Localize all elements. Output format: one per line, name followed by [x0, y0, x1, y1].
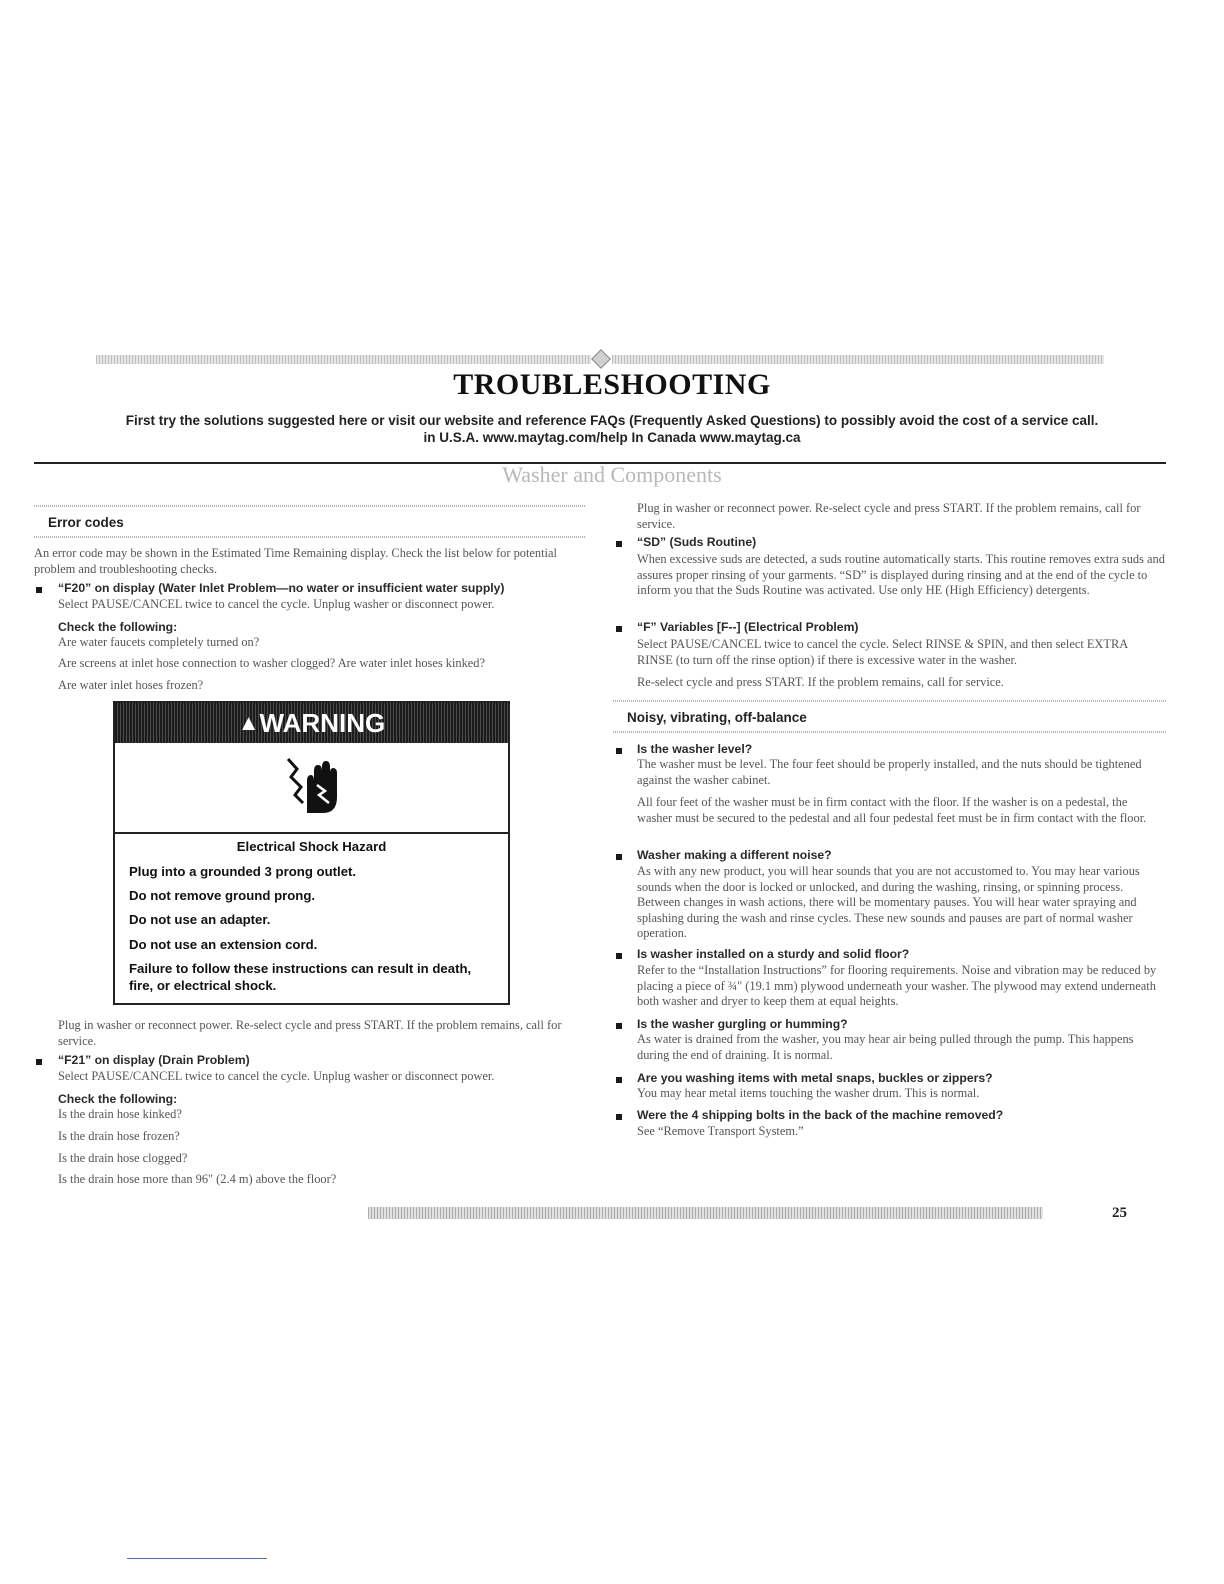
warning-line-2: Do not remove ground prong.	[129, 888, 316, 903]
f20-text: Select PAUSE/CANCEL twice to cancel the cycle. Unplug washer or disconnect power.	[58, 597, 495, 611]
noisy-item-2-text: As with any new product, you will hear sounds that you are not accustomed to. You may hear various sounds when the door is locked or unlocked, and during the washing, rinsing, or spinning process. Between changes in wash actions, there will be momentary pauses. You will hear water spraying and splashing during the wash and rinse cycles. These new sounds and pauses are part of normal washer operation.	[637, 864, 1140, 940]
noisy-item-5-text: You may hear metal items touching the washer drum. This is normal.	[637, 1086, 980, 1100]
f21-check-1: Is the drain hose kinked?	[58, 1107, 182, 1121]
f20-check-3: Are water inlet hoses frozen?	[58, 678, 204, 692]
bullet-noisy-5	[616, 1077, 622, 1083]
f20-check-2: Are screens at inlet hose connection to washer clogged? Are water inlet hoses kinked?	[58, 656, 485, 670]
noisy-item-3-title: Is washer installed on a sturdy and solid floor?	[637, 947, 910, 961]
warning-triangle-icon: ▲	[237, 710, 260, 735]
noisy-item-6-title: Were the 4 shipping bolts in the back of the machine removed?	[637, 1108, 1004, 1122]
page-title: TROUBLESHOOTING	[453, 368, 771, 401]
bullet-fvar	[616, 626, 622, 632]
warning-line-3: Do not use an adapter.	[129, 912, 271, 927]
warning-header-label: WARNING	[259, 708, 386, 738]
bullet-noisy-3	[616, 953, 622, 959]
error-codes-heading: Error codes	[48, 515, 124, 530]
bullet-sd	[616, 541, 622, 547]
bullet-noisy-6	[616, 1114, 622, 1120]
f21-text: Select PAUSE/CANCEL twice to cancel the cycle. Unplug washer or disconnect power.	[58, 1069, 495, 1083]
bullet-noisy-4	[616, 1023, 622, 1029]
f21-check-2: Is the drain hose frozen?	[58, 1129, 180, 1143]
header-band-right	[612, 355, 1104, 364]
bullet-f20	[36, 587, 42, 593]
noisy-item-1-text: The washer must be level. The four feet should be properly installed, and the nuts should be tightened against the washer cabinet.	[637, 757, 1142, 787]
intro-line-2: in U.S.A. www.maytag.com/help In Canada www.maytag.ca	[423, 430, 801, 445]
noisy-item-1-text-2: All four feet of the washer must be in firm contact with the floor. If the washer is on a pedestal, the washer must be secured to the pedestal and all four pedestal feet must be in firm contact with the floor.	[637, 795, 1147, 825]
bullet-noisy-1	[616, 748, 622, 754]
f20-check-heading: Check the following:	[58, 620, 178, 634]
fvar-text: Select PAUSE/CANCEL twice to cancel the cycle. Select RINSE & SPIN, and then select EXTRA RINSE (to turn off the rinse option) if there is excessive water in the washer.	[637, 637, 1128, 667]
error-codes-intro: An error code may be shown in the Estimated Time Remaining display. Check the list below for potential problem and troubleshooting checks.	[34, 546, 557, 576]
warning-box	[113, 701, 510, 1005]
warning-line-6: fire, or electrical shock.	[129, 978, 277, 993]
page-number: 25	[1112, 1205, 1127, 1221]
sd-title: “SD” (Suds Routine)	[637, 535, 757, 549]
warning-line-5: Failure to follow these instructions can result in death,	[129, 961, 472, 976]
electric-shock-hand-icon	[283, 751, 341, 819]
f21-check-heading: Check the following:	[58, 1092, 178, 1106]
noisy-item-3-text: Refer to the “Installation Instructions” for flooring requirements. Noise and vibration may be reduced by placing a piece of ¾" (19.1 mm) plywood underneath your washer. The plywood may extend underneath both washer and dryer to keep them at equal heights.	[637, 963, 1157, 1008]
error-codes-rule-top	[34, 505, 586, 507]
noisy-item-1-title: Is the washer level?	[637, 742, 753, 756]
warning-divider	[115, 832, 508, 834]
footer-band	[368, 1207, 1043, 1219]
noisy-rule-top	[613, 700, 1166, 702]
noisy-item-2-title: Washer making a different noise?	[637, 848, 832, 862]
bottom-underline	[127, 1558, 267, 1559]
f21-check-4: Is the drain hose more than 96" (2.4 m) above the floor?	[58, 1172, 337, 1186]
header-band-left	[96, 355, 591, 364]
continued-text: Plug in washer or reconnect power. Re-select cycle and press START. If the problem remains, call for service.	[637, 501, 1141, 531]
section-title: Washer and Components	[502, 462, 722, 487]
error-codes-rule-bottom	[34, 536, 586, 538]
warning-line-4: Do not use an extension cord.	[129, 937, 318, 952]
bullet-f21	[36, 1059, 42, 1065]
noisy-item-4-text: As water is drained from the washer, you may hear air being pulled through the pump. This happens during the end of draining. It is normal.	[637, 1032, 1134, 1062]
after-warning-text: Plug in washer or reconnect power. Re-select cycle and press START. If the problem remains, call for service.	[58, 1018, 562, 1048]
noisy-rule-bottom	[613, 731, 1166, 733]
warning-hazard-title: Electrical Shock Hazard	[236, 839, 387, 854]
fvar-title: “F” Variables [F--] (Electrical Problem)	[637, 620, 859, 634]
warning-header	[115, 703, 508, 743]
bullet-noisy-2	[616, 854, 622, 860]
f21-check-3: Is the drain hose clogged?	[58, 1151, 188, 1165]
noisy-heading: Noisy, vibrating, off-balance	[627, 710, 807, 725]
warning-line-1: Plug into a grounded 3 prong outlet.	[129, 864, 357, 879]
f20-title: “F20” on display (Water Inlet Problem—no water or insufficient water supply)	[58, 581, 505, 595]
noisy-item-4-title: Is the washer gurgling or humming?	[637, 1017, 848, 1031]
intro-line-1: First try the solutions suggested here or visit our website and reference FAQs (Frequently Asked Questions) to possibly avoid the cost of a service call.	[125, 413, 1099, 428]
f20-check-1: Are water faucets completely turned on?	[58, 635, 260, 649]
noisy-item-5-title: Are you washing items with metal snaps, buckles or zippers?	[637, 1071, 993, 1085]
diamond-ornament-icon	[591, 349, 611, 369]
noisy-item-6-text: See “Remove Transport System.”	[637, 1124, 804, 1138]
sd-text: When excessive suds are detected, a suds routine automatically starts. This routine removes extra suds and assures proper rinsing of your garments. “SD” is displayed during rinsing and at the end of the cycle to inform you that the Suds Routine was activated. Use only HE (High Efficiency) detergents.	[637, 552, 1165, 597]
f21-title: “F21” on display (Drain Problem)	[58, 1053, 250, 1067]
fvar-text-2: Re-select cycle and press START. If the problem remains, call for service.	[637, 675, 1004, 689]
